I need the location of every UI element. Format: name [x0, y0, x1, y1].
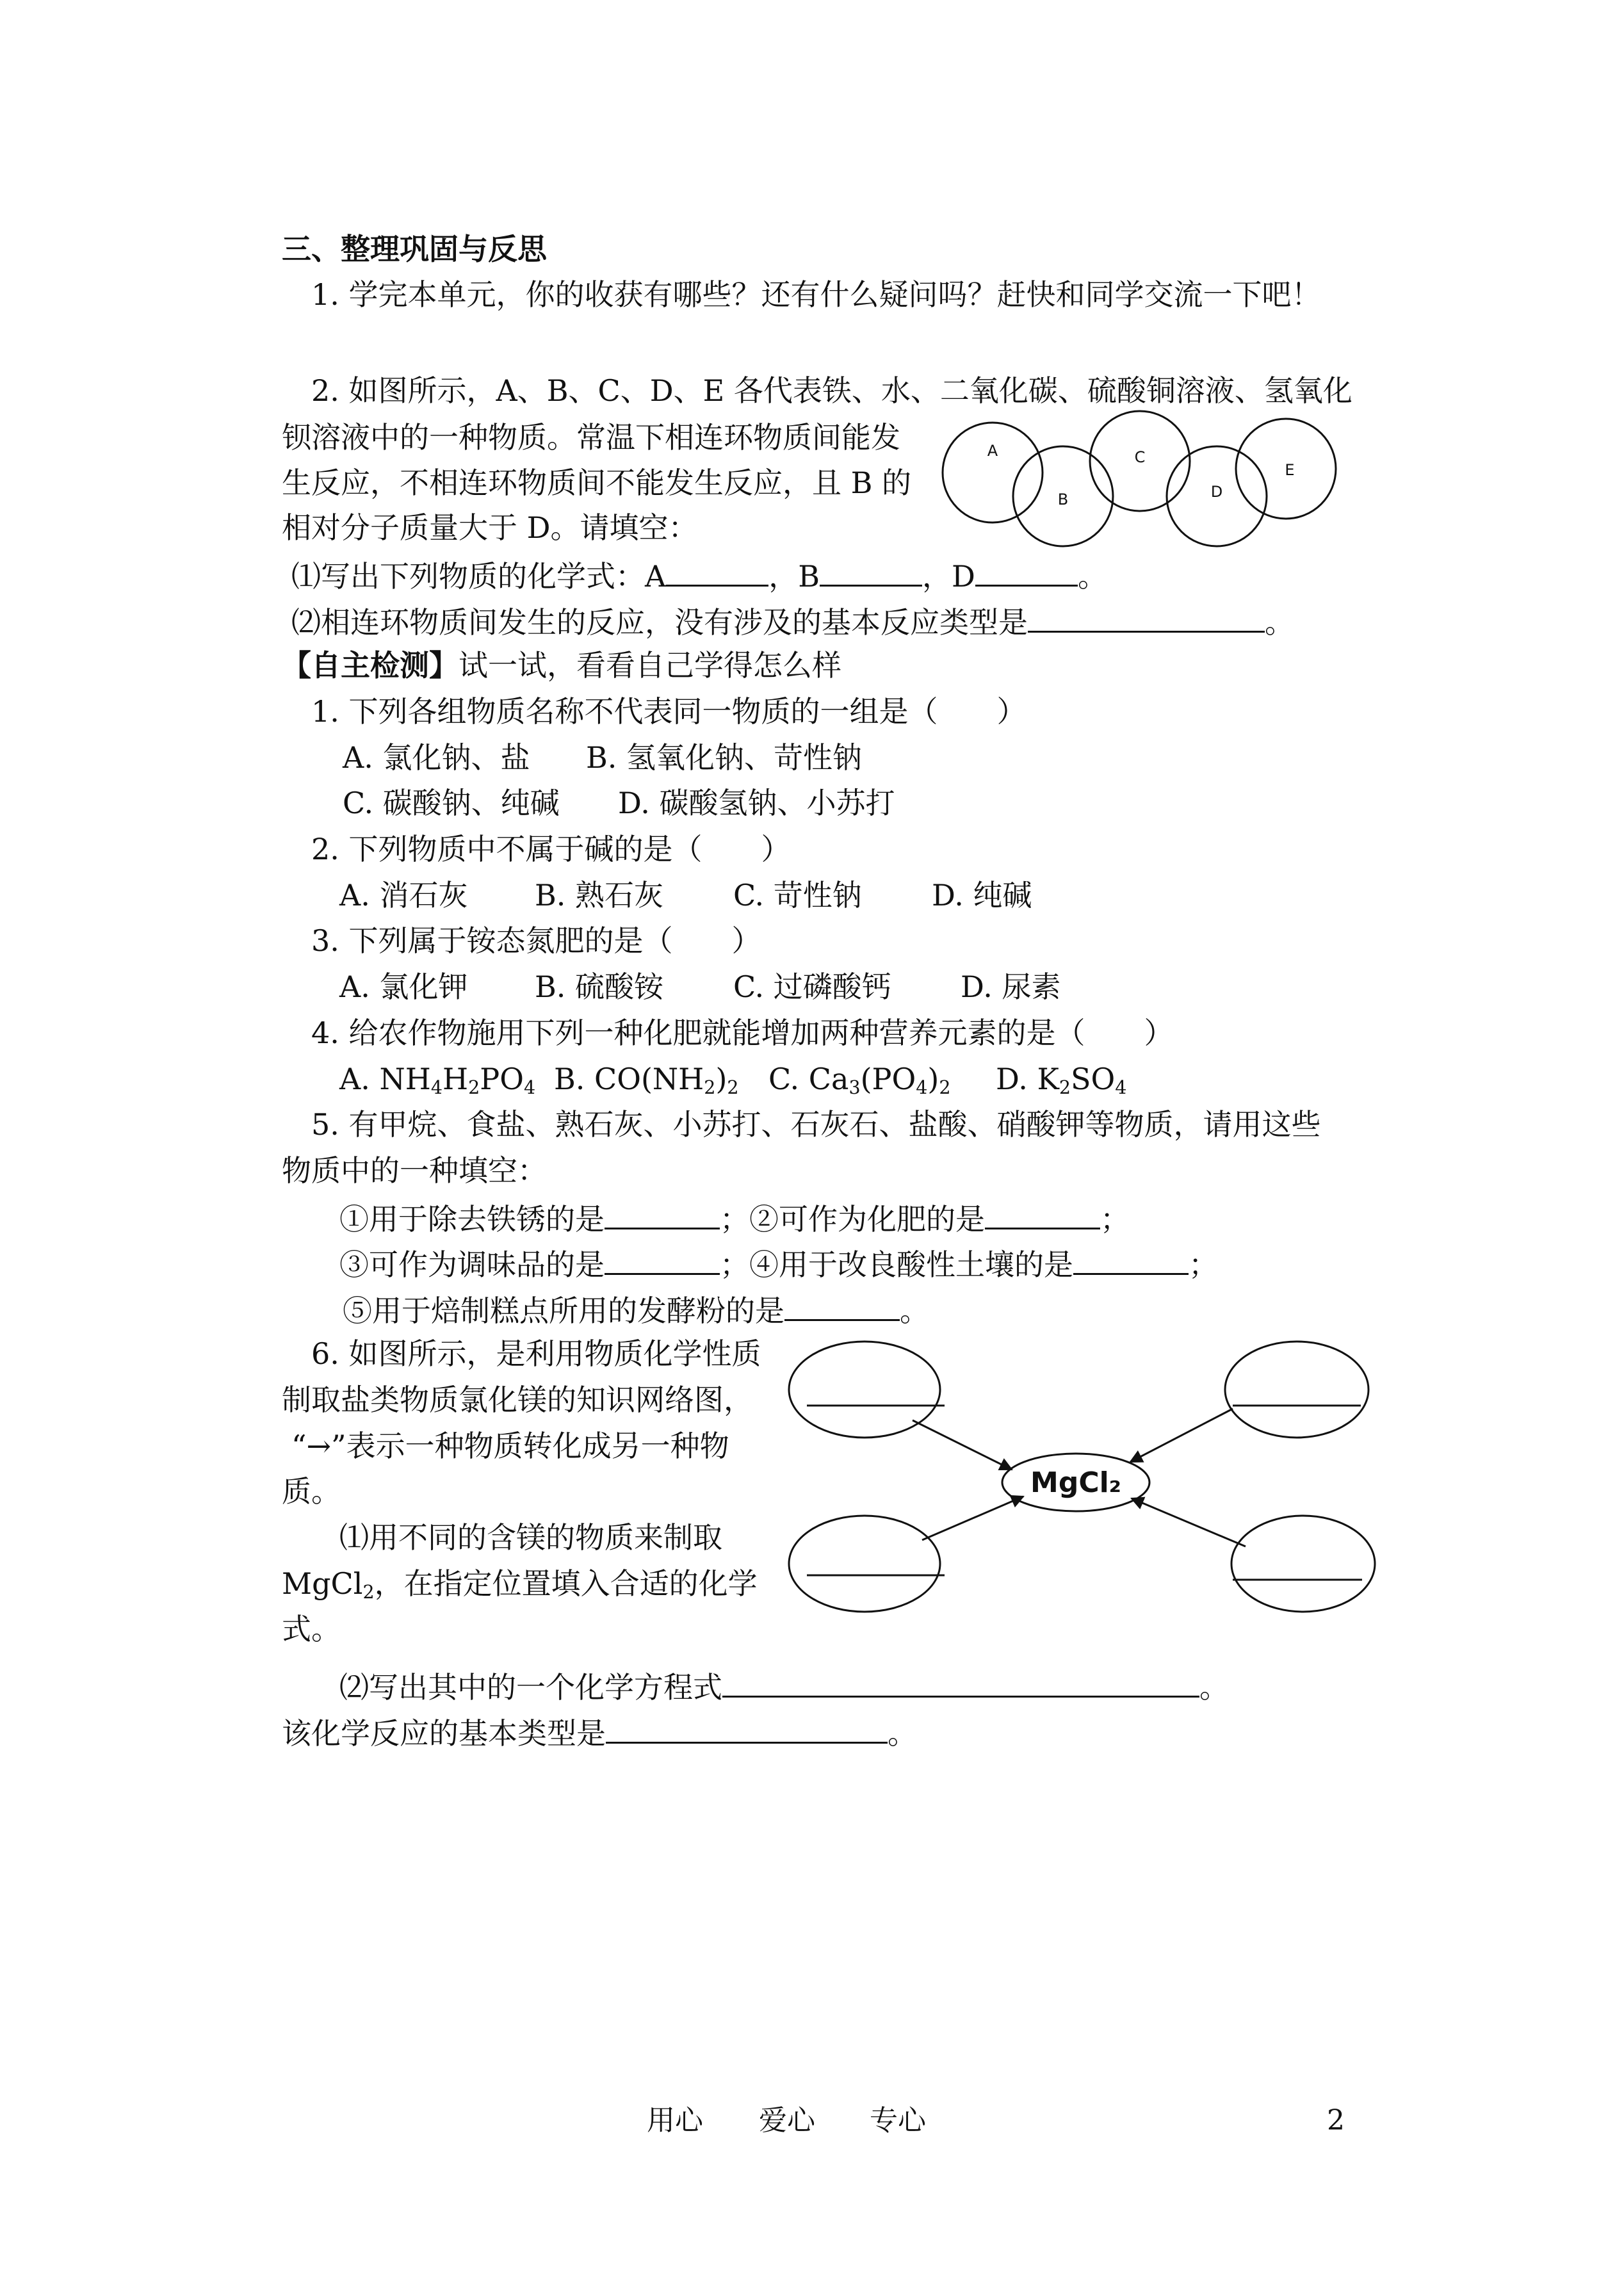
mc-3-stem: 3. 下列属于铵态氮肥的是（ ）	[311, 923, 761, 958]
ring-label-d: D	[1210, 483, 1223, 501]
question-5-line-1: 5. 有甲烷、食盐、熟石灰、小苏打、石灰石、盐酸、硝酸钾等物质，请用这些	[311, 1107, 1321, 1142]
question-5-line-2: 物质中的一种填空：	[282, 1153, 547, 1188]
blank-d[interactable]	[975, 559, 1078, 587]
mc-3-option-d[interactable]: D. 尿素	[961, 969, 1061, 1004]
mc-4-option-c[interactable]: C. $Ca_3(PO_4)_2$	[768, 1062, 951, 1099]
blank-equation[interactable]	[722, 1670, 1199, 1698]
ellipse-top-right	[1225, 1342, 1368, 1438]
question-6-sub-1-a: ⑴用不同的含镁的物质来制取	[339, 1520, 722, 1555]
blank-fertilizer[interactable]	[985, 1202, 1100, 1229]
arrow-bottom-right	[1132, 1498, 1246, 1546]
footer-motto-1: 用心	[647, 2104, 703, 2137]
blank-soil[interactable]	[1073, 1247, 1189, 1275]
arrow-top-left	[913, 1420, 1012, 1470]
mc-2-stem: 2. 下列物质中不属于碱的是（ ）	[311, 832, 791, 866]
question-6-line-4: 质。	[282, 1474, 341, 1509]
mc-1-option-c[interactable]: C. 碳酸钠、纯碱	[343, 786, 560, 820]
ring-label-c: C	[1134, 448, 1146, 466]
question-6-sub-1-c: 式。	[282, 1612, 341, 1646]
blank-seasoning[interactable]	[605, 1247, 720, 1275]
blank-a[interactable]	[666, 559, 768, 587]
mc-3-option-b[interactable]: B. 硫酸铵	[535, 969, 664, 1004]
mc-1-option-d[interactable]: D. 碳酸氢钠、小苏打	[618, 786, 895, 820]
mc-1-stem: 1. 下列各组物质名称不代表同一物质的一组是（ ）	[311, 694, 1027, 729]
footer-motto-3: 专心	[870, 2104, 926, 2137]
question-5-row-3: ⑤用于焙制糕点所用的发酵粉的是 。	[343, 1293, 929, 1328]
mc-2-option-c[interactable]: C. 苛性钠	[733, 878, 862, 912]
question-5-row-2: ③可作为调味品的是 ；④用于改良酸性土壤的是 ；	[339, 1247, 1218, 1282]
mc-2-option-b[interactable]: B. 熟石灰	[535, 878, 664, 912]
question-6-line-1: 6. 如图所示，是利用物质化学性质	[311, 1336, 761, 1371]
mc-1-option-a[interactable]: A. 氯化钠、盐	[343, 740, 530, 775]
ring-label-e: E	[1285, 461, 1295, 479]
question-6-line-3: “→”表示一种物质转化成另一种物	[291, 1429, 729, 1463]
mc-2-option-d[interactable]: D. 纯碱	[932, 878, 1032, 912]
mc-3-option-c[interactable]: C. 过磷酸钙	[733, 969, 891, 1004]
question-6-sub-3: 该化学反应的基本类型是 。	[282, 1716, 917, 1751]
question-6-sub-2: ⑵写出其中的一个化学方程式 。	[339, 1670, 1229, 1705]
ring-label-a: A	[987, 442, 998, 460]
mc-2-option-a[interactable]: A. 消石灰	[339, 878, 468, 912]
ellipse-bottom-left	[789, 1516, 940, 1612]
question-6-sub-1-b: MgCl$_2$，在指定位置填入合适的化学	[282, 1566, 758, 1603]
ring-a	[943, 423, 1043, 523]
footer-motto-2: 爱心	[759, 2104, 815, 2137]
center-label-mgcl2: MgCl₂	[1030, 1466, 1121, 1499]
blank-reaction-type[interactable]	[1028, 605, 1265, 633]
question-6-line-2: 制取盐类物质氯化镁的知识网络图，	[282, 1383, 753, 1417]
blank-b[interactable]	[820, 559, 922, 587]
mc-4-option-d[interactable]: D. $K_2SO_4$	[996, 1062, 1127, 1099]
ring-label-b: B	[1057, 491, 1069, 508]
mgcl2-network-diagram	[784, 1335, 1383, 1617]
mc-4-option-b[interactable]: B. $CO(NH_2)_2$	[554, 1062, 739, 1099]
section-title: 三、整理巩固与反思	[282, 232, 547, 266]
question-2-line-4: 相对分子质量大于 D。请填空：	[282, 510, 698, 545]
question-5-row-1: ①用于除去铁锈的是 ；②可作为化肥的是 ；	[339, 1202, 1130, 1237]
question-2-sub-2: ⑵相连环物质间发生的反应，没有涉及的基本反应类型是 。	[291, 605, 1294, 640]
page-number: 2	[1327, 2104, 1345, 2137]
arrow-bottom-left	[922, 1496, 1023, 1540]
mc-4-stem: 4. 给农作物施用下列一种化肥就能增加两种营养元素的是（ ）	[311, 1016, 1174, 1050]
blank-rust[interactable]	[605, 1202, 720, 1229]
arrow-top-right	[1130, 1409, 1233, 1462]
question-2-sub-1: ⑴写出下列物质的化学式：A ，B ，D 。	[291, 559, 1107, 594]
mc-1-option-b[interactable]: B. 氢氧化钠、苛性钠	[586, 740, 863, 775]
question-1: 1. 学完本单元，你的收获有哪些？还有什么疑问吗？赶快和同学交流一下吧！	[311, 277, 1321, 312]
blank-baking[interactable]	[784, 1293, 900, 1321]
self-check-header: 【自主检测】试一试，看看自己学得怎么样	[282, 648, 841, 683]
question-2-line-3: 生反应，不相连环物质间不能发生反应，且 B 的	[282, 466, 912, 500]
ring-diagram	[941, 410, 1358, 551]
mc-3-option-a[interactable]: A. 氯化钾	[339, 969, 468, 1004]
blank-basic-type[interactable]	[606, 1716, 888, 1744]
mc-4-option-a[interactable]: A. $NH_4H_2PO_4$	[339, 1062, 536, 1099]
question-2-line-1: 2. 如图所示，A、B、C、D、E 各代表铁、水、二氧化碳、硫酸铜溶液、氢氧化	[311, 373, 1352, 408]
question-2-line-2: 钡溶液中的一种物质。常温下相连环物质间能发	[282, 420, 900, 455]
ellipse-bottom-right	[1231, 1516, 1375, 1612]
